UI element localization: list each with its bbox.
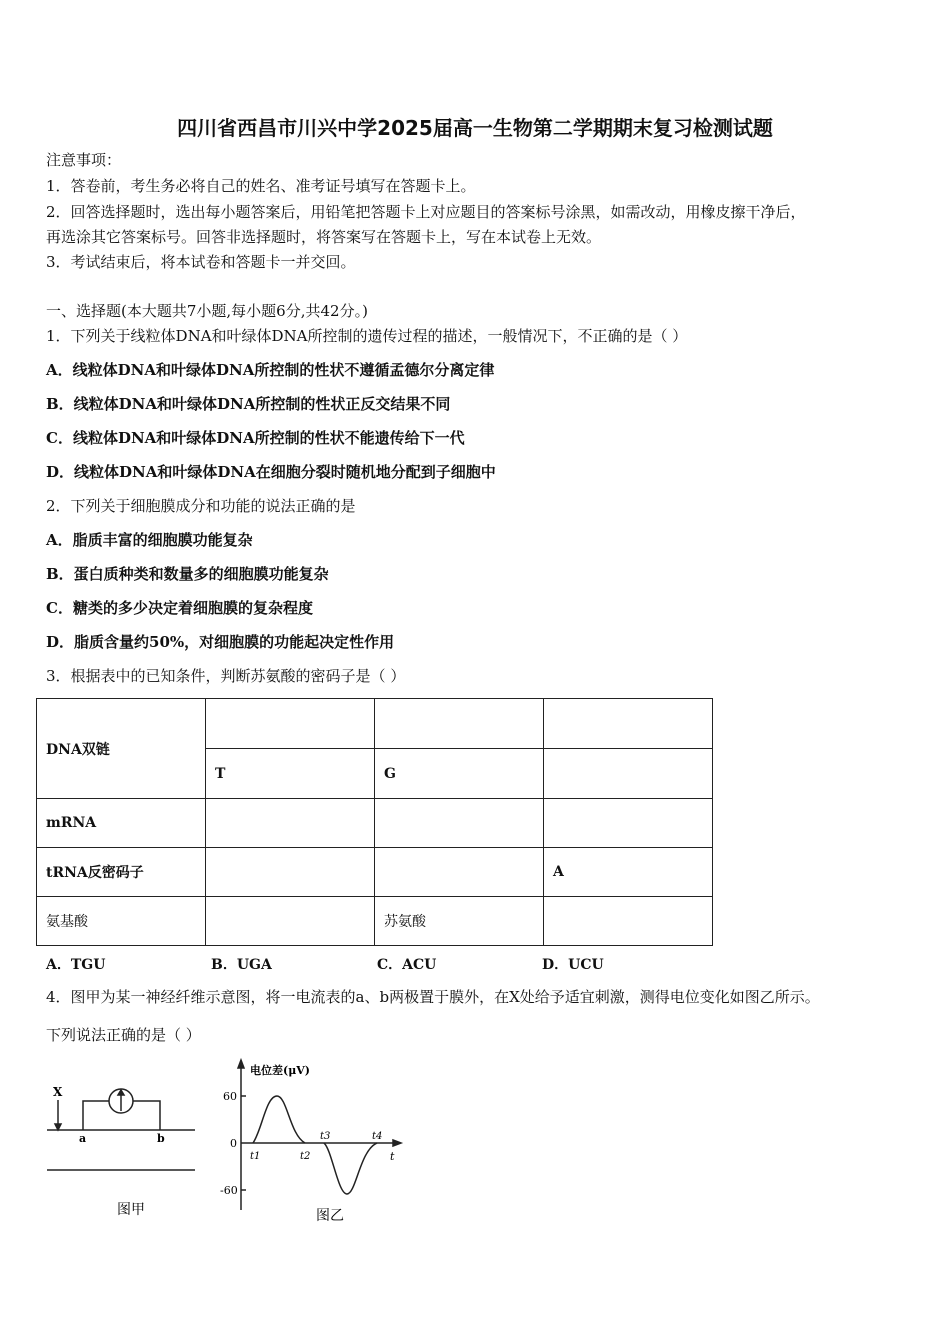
q2-option-c: C．糖类的多少决定着细胞膜的复杂程度 — [46, 599, 313, 617]
label-x: X — [53, 1085, 63, 1099]
tick-neg60: -60 — [220, 1184, 238, 1197]
note-item: 3．考试结束后，将本试卷和答题卡一并交回。 — [46, 253, 356, 271]
note-item: 再选涂其它答案标号。回答非选择题时，将答案写在答题卡上，写在本试卷上无效。 — [46, 228, 602, 246]
cell-dna: DNA双链 — [37, 699, 206, 799]
question-3: 3．根据表中的已知条件，判断苏氨酸的密码子是（ ） — [46, 667, 406, 685]
q2-option-a: A．脂质丰富的细胞膜功能复杂 — [46, 531, 253, 549]
q1-option-b: B．线粒体DNA和叶绿体DNA所控制的性状正反交结果不同 — [46, 395, 451, 413]
question-1: 1．下列关于线粒体DNA和叶绿体DNA所控制的遗传过程的描述，一般情况下，不正确的是（ ） — [46, 327, 688, 345]
q1-option-a: A．线粒体DNA和叶绿体DNA所控制的性状不遵循孟德尔分离定律 — [46, 361, 495, 379]
question-2: 2．下列关于细胞膜成分和功能的说法正确的是 — [46, 497, 356, 515]
y-axis-label: 电位差(μV) — [250, 1064, 310, 1077]
tick-t3: t3 — [320, 1131, 331, 1142]
tick-t4: t4 — [372, 1131, 383, 1142]
caption-yi: 图乙 — [316, 1208, 344, 1224]
q3-option-a: A．TGU — [46, 957, 106, 973]
q1-option-d: D．线粒体DNA和叶绿体DNA在细胞分裂时随机地分配到子细胞中 — [46, 463, 496, 481]
tick-60: 60 — [223, 1090, 237, 1103]
tick-0: 0 — [230, 1137, 237, 1150]
q1-option-c: C．线粒体DNA和叶绿体DNA所控制的性状不能遗传给下一代 — [46, 429, 465, 447]
notes-heading: 注意事项： — [46, 151, 122, 169]
cell-amino-acid: 氨基酸 — [37, 897, 206, 946]
figure-jia — [47, 1089, 195, 1170]
question-4-line1: 4．图甲为某一神经纤维示意图，将一电流表的a、b两极置于膜外，在X处给予适宜刺激，测得电位变化如图乙所示。 — [46, 988, 820, 1006]
cell-threonine: 苏氨酸 — [375, 897, 544, 946]
cell-mrna: mRNA — [37, 799, 206, 848]
note-item: 2．回答选择题时，选出每小题答案后，用铅笔把答题卡上对应题目的答案标号涂黑，如需改动，用橡皮擦干净后， — [46, 203, 806, 221]
cell-g: G — [375, 749, 544, 799]
q2-option-b: B．蛋白质种类和数量多的细胞膜功能复杂 — [46, 565, 329, 583]
tick-t1: t1 — [250, 1151, 261, 1162]
label-b: b — [157, 1132, 165, 1145]
q3-option-c: C．ACU — [377, 957, 437, 973]
cell-trna: tRNA反密码子 — [37, 848, 206, 897]
q3-option-b: B．UGA — [211, 957, 272, 973]
axis-t: t — [390, 1150, 395, 1163]
section-heading: 一、选择题(本大题共7小题,每小题6分,共42分。) — [46, 302, 368, 320]
page-title: 四川省西昌市川兴中学2025届高一生物第二学期期末复习检测试题 — [177, 116, 773, 140]
potential-curve — [253, 1096, 377, 1194]
q2-option-d: D．脂质含量约50%，对细胞膜的功能起决定性作用 — [46, 633, 395, 651]
q3-option-d: D．UCU — [542, 957, 604, 973]
cell-a: A — [544, 848, 713, 897]
tick-t2: t2 — [300, 1151, 311, 1162]
caption-jia: 图甲 — [117, 1202, 145, 1218]
note-item: 1．答卷前，考生务必将自己的姓名、准考证号填写在答题卡上。 — [46, 177, 476, 195]
question-4-line2: 下列说法正确的是（ ） — [46, 1026, 201, 1044]
label-a: a — [79, 1132, 87, 1145]
cell-t: T — [206, 749, 375, 799]
